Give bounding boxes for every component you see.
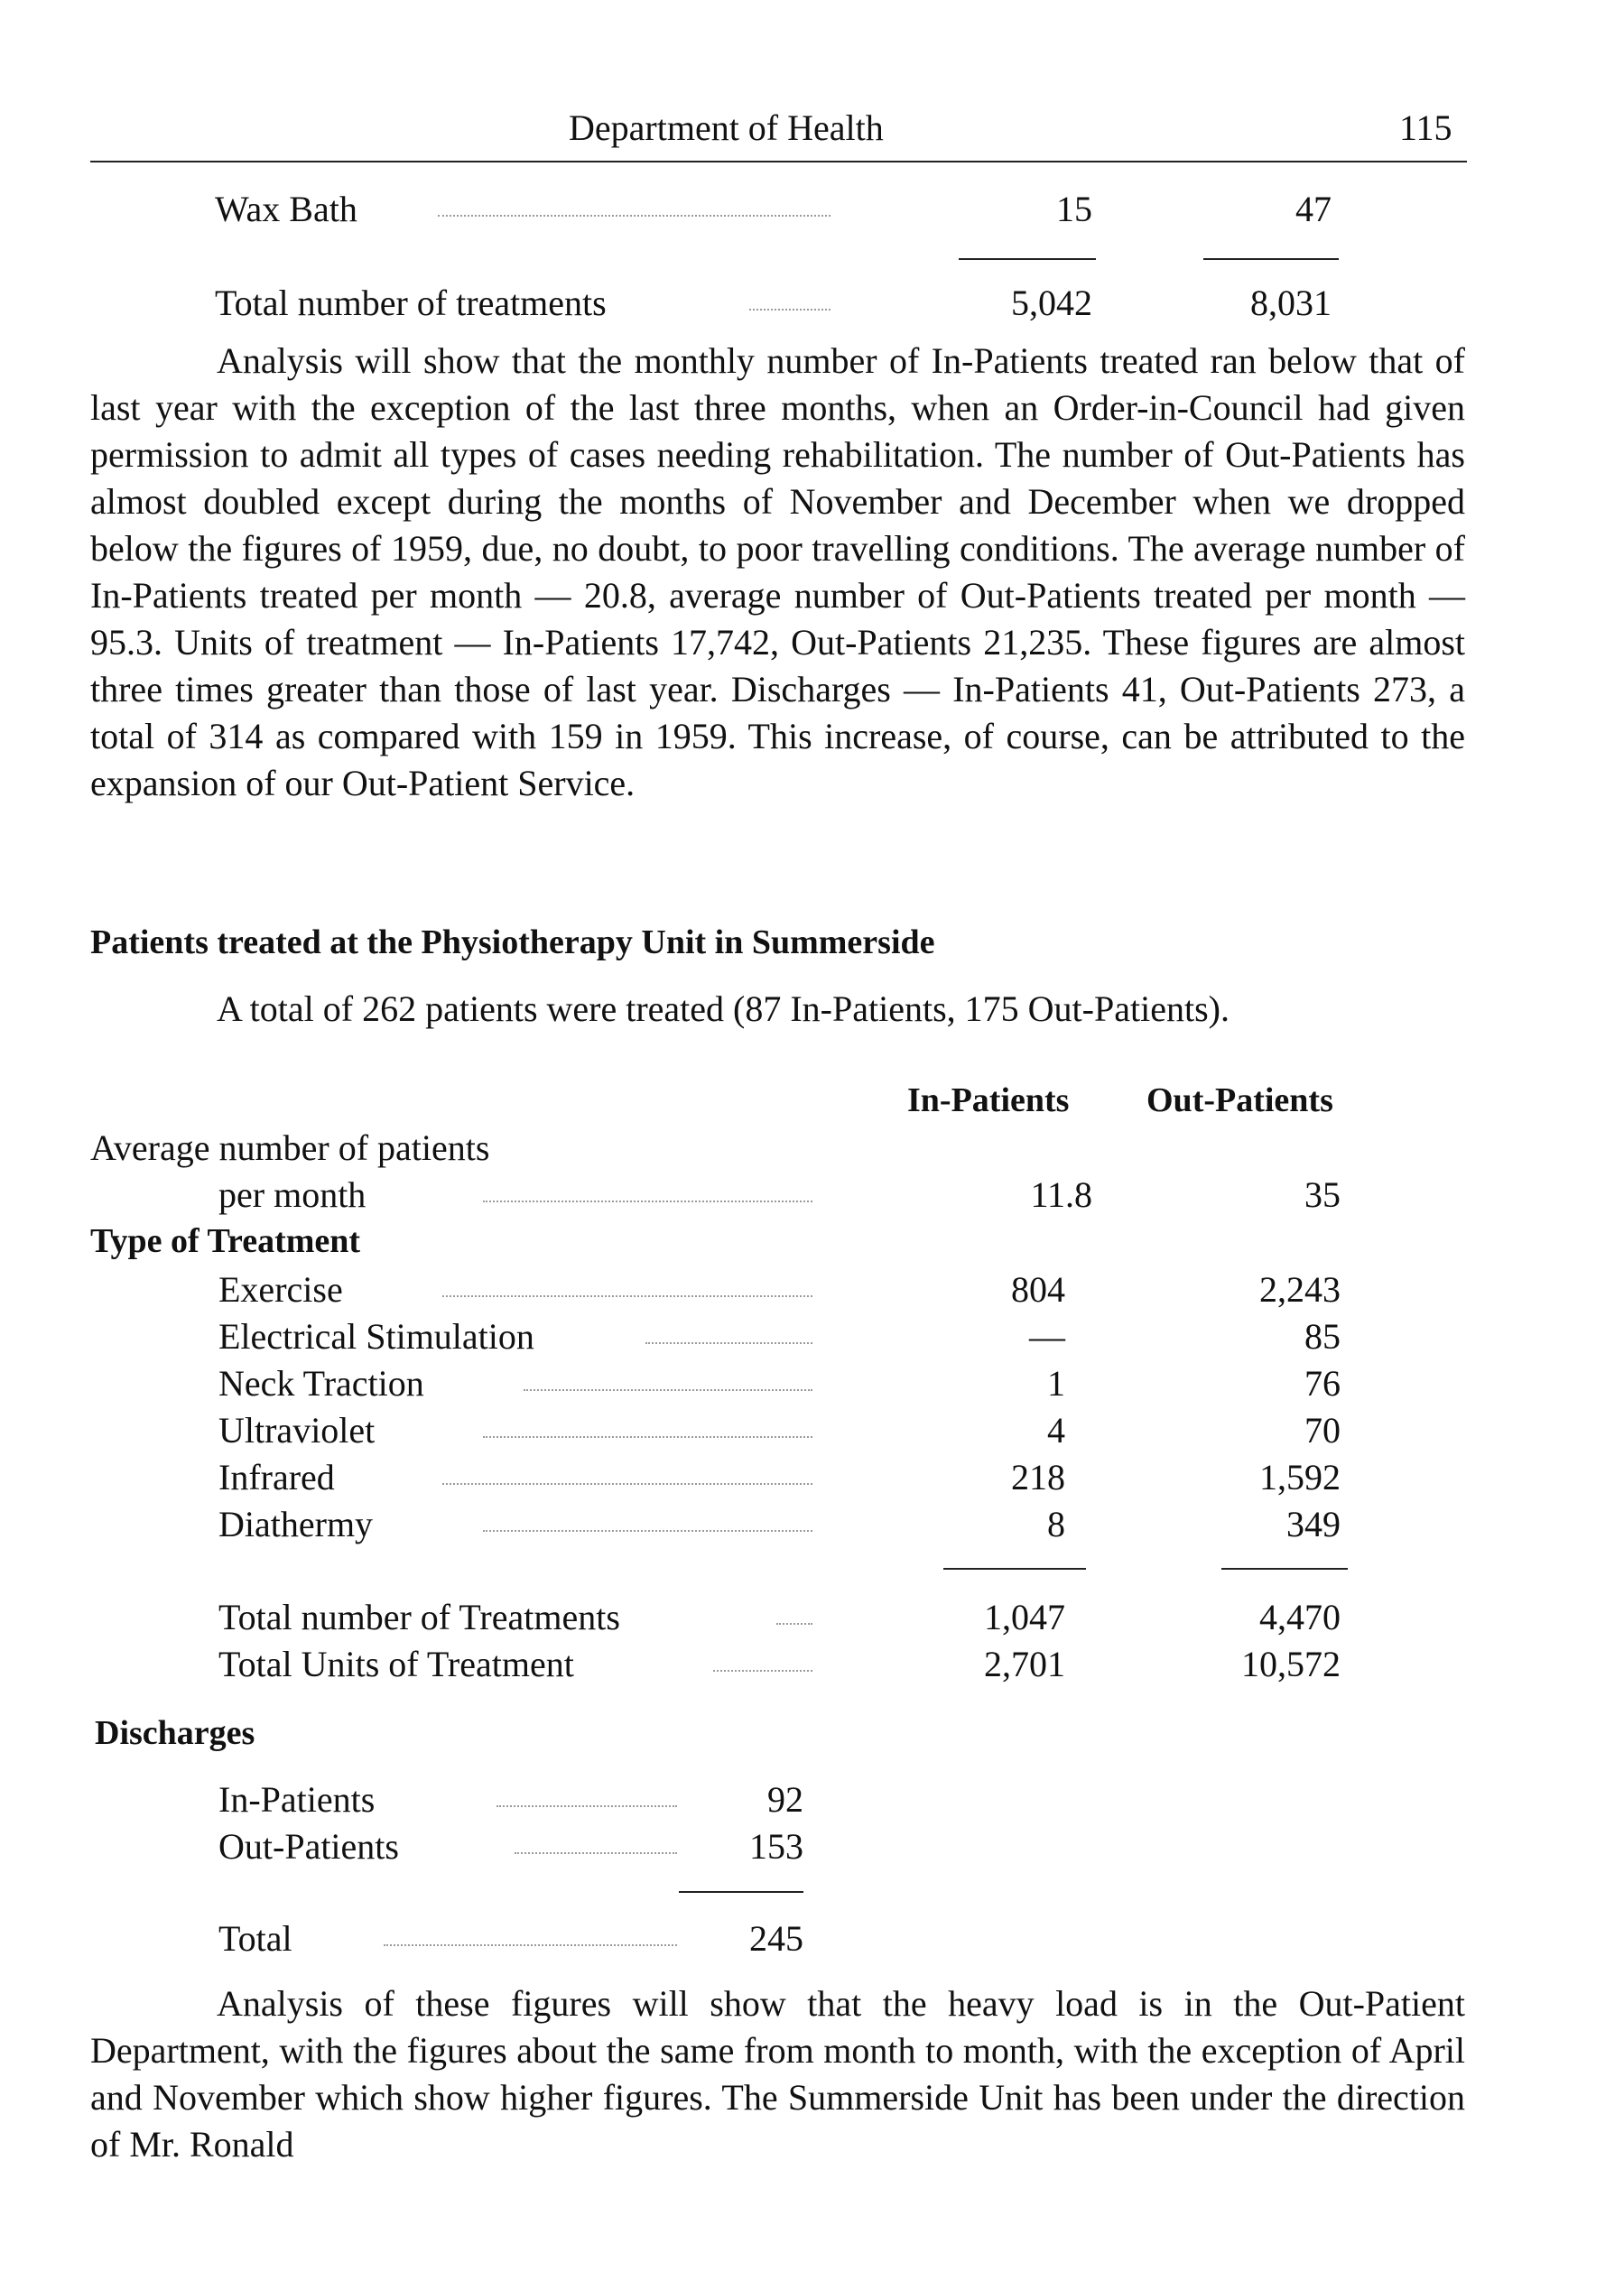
row-label: Diathermy	[218, 1504, 374, 1544]
cell-value: 349	[1286, 1504, 1341, 1544]
row-label: Wax Bath	[215, 189, 357, 229]
cell-value: —	[1029, 1316, 1065, 1357]
type-of-treatment-heading: Type of Treatment	[90, 1222, 361, 1260]
summary-paragraph: A total of 262 patients were treated (87 In-Patients, 175 Out-Patients).	[217, 988, 1230, 1029]
table-row	[0, 1917, 1624, 1964]
cell-value: 8	[1047, 1504, 1065, 1544]
cell-value: 8,031	[1250, 283, 1332, 323]
table-row	[0, 1173, 1624, 1220]
row-label: Infrared	[218, 1457, 335, 1497]
cell-value: 804	[1011, 1269, 1065, 1310]
page-number: 115	[1399, 107, 1452, 148]
leader-dots	[776, 1623, 812, 1625]
table-row	[0, 188, 1624, 235]
table-row	[0, 282, 1624, 329]
cell-value: 1,047	[984, 1597, 1065, 1637]
cell-value: 2,243	[1259, 1269, 1341, 1310]
sum-rule	[959, 258, 1096, 260]
cell-value: 35	[1304, 1174, 1341, 1215]
average-label-line1: Average number of patients	[90, 1127, 490, 1168]
section-heading: Patients treated at the Physiotherapy Unit in Summerside	[90, 923, 935, 961]
leader-dots	[442, 1483, 812, 1485]
sum-rule	[943, 1568, 1086, 1570]
cell-value: 2,701	[984, 1644, 1065, 1684]
row-label: per month	[218, 1174, 367, 1215]
leader-dots	[483, 1436, 812, 1438]
table-row	[0, 1456, 1624, 1503]
leader-dots	[713, 1670, 812, 1672]
analysis-paragraph: Analysis will show that the monthly number of In-Patients treated ran below that of last year with the exception of the last three months, when an Order-in-Council had given permission to admit all types of cases needing rehabilitation. The number of Out-Patients has almost doubled except during the months of November and December when we dropped below the figures of 1959, due, no doubt, to poor travelling conditions. The average number of In-Patients treated per month — 20.8, average number of Out-Patients treated per month — 95.3. Units of treatment — In-Patients 17,742, Out-Patients 21,235. These figures are almost three times greater than those of last year. Discharges — In-Patients 41, Out-Patients 273, a total of 314 as compared with 159 in 1959. This increase, of course, can be attributed to the expansion of our Out-Patient Service.	[90, 340, 1465, 803]
cell-value: 5,042	[1011, 283, 1092, 323]
row-label: Neck Traction	[218, 1363, 424, 1404]
row-label: Total number of Treatments	[218, 1597, 620, 1637]
leader-dots	[749, 309, 831, 311]
leader-dots	[483, 1201, 812, 1202]
sum-rule	[1203, 258, 1339, 260]
row-label: Total number of treatments	[215, 283, 607, 323]
column-header-in-patients: In-Patients	[907, 1081, 1070, 1119]
leader-dots	[384, 1944, 677, 1946]
row-label: Electrical Stimulation	[218, 1316, 534, 1357]
cell-value: 218	[1011, 1457, 1065, 1497]
leader-dots	[645, 1342, 812, 1344]
leader-dots	[438, 215, 831, 217]
table-row	[0, 1778, 1624, 1825]
cell-value: 11.8	[1030, 1174, 1092, 1215]
closing-paragraph: Analysis of these figures will show that the heavy load is in the Out-Patient Department, with the figures about the same from month to month, with the exception of April and November which show higher figures. The Summerside Unit has been under the direction of Mr. Ronald	[90, 1983, 1465, 2165]
row-label: Total	[218, 1918, 292, 1959]
cell-value: 47	[1295, 189, 1332, 229]
leader-dots	[496, 1805, 677, 1807]
table-row	[0, 1315, 1624, 1362]
leader-dots	[442, 1295, 812, 1297]
row-label: Ultraviolet	[218, 1410, 376, 1451]
cell-value: 70	[1304, 1410, 1341, 1451]
table-row	[0, 1825, 1624, 1872]
cell-value: 92	[767, 1779, 803, 1820]
cell-value: 1,592	[1259, 1457, 1341, 1497]
cell-value: 1	[1047, 1363, 1065, 1404]
row-label: Exercise	[218, 1269, 343, 1310]
cell-value: 10,572	[1241, 1644, 1341, 1684]
row-label: Total Units of Treatment	[218, 1644, 574, 1684]
header-rule	[90, 161, 1467, 162]
sum-rule	[1221, 1568, 1348, 1570]
row-label: Out-Patients	[218, 1826, 399, 1867]
discharges-heading: Discharges	[95, 1714, 255, 1752]
table-row	[0, 1643, 1624, 1690]
leader-dots	[515, 1852, 677, 1854]
cell-value: 85	[1304, 1316, 1341, 1357]
table-row	[0, 1596, 1624, 1643]
leader-dots	[483, 1530, 812, 1532]
cell-value: 245	[749, 1918, 803, 1959]
table-row	[0, 1268, 1624, 1315]
cell-value: 76	[1304, 1363, 1341, 1404]
row-label: In-Patients	[218, 1779, 376, 1820]
table-row	[0, 1362, 1624, 1409]
cell-value: 4	[1047, 1410, 1065, 1451]
cell-value: 153	[749, 1826, 803, 1867]
column-header-out-patients: Out-Patients	[1146, 1081, 1333, 1119]
running-header-title: Department of Health	[569, 107, 884, 148]
leader-dots	[524, 1389, 812, 1391]
sum-rule	[679, 1891, 803, 1893]
cell-value: 15	[1056, 189, 1092, 229]
cell-value: 4,470	[1259, 1597, 1341, 1637]
table-row	[0, 1503, 1624, 1550]
table-row	[0, 1409, 1624, 1456]
